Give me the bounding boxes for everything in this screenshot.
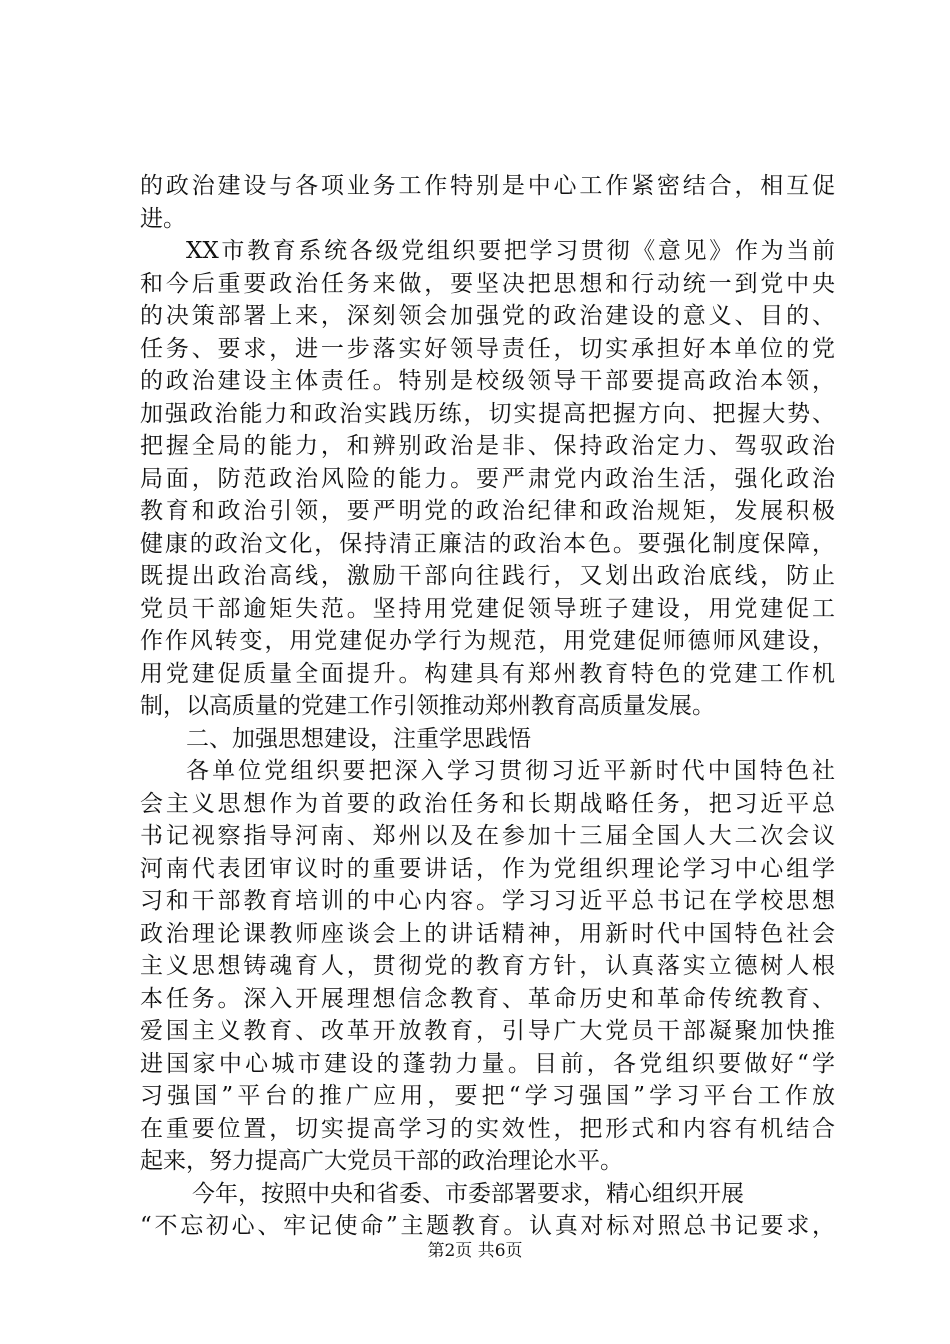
text-line: 党员干部逾矩失范。坚持用党建促领导班子建设，用党建促工 [140, 595, 835, 622]
text-line: 任务、要求，进一步落实好领导责任，切实承担好本单位的党 [140, 335, 835, 362]
text-line: 爱国主义教育、改革开放教育，引导广大党员干部凝聚加快推 [140, 1018, 835, 1044]
text-line: 今年，按照中央和省委、市委部署要求，精心组织开展 [192, 1180, 744, 1207]
text-line: 的决策部署上来，深刻领会加强党的政治建设的意义、目的、 [140, 303, 835, 329]
text-line: 既提出政治高线，激励干部向往践行，又划出政治底线，防止 [140, 563, 835, 589]
text-line: 主义思想铸魂育人，贯彻党的教育方针，认真落实立德树人根 [140, 953, 835, 979]
text-line: 进国家中心城市建设的蓬勃力量。目前，各党组织要做好“学 [140, 1050, 835, 1077]
text-line: 进。 [140, 205, 186, 232]
text-line: 会主义思想作为首要的政治任务和长期战略任务，把习近平总 [140, 790, 835, 817]
text-line: “不忘初心、牢记使命”主题教育。认真对标对照总书记要求， [140, 1213, 835, 1239]
page-footer: 第2页 共6页 [427, 1241, 523, 1261]
text-line: 健康的政治文化，保持清正廉洁的政治本色。要强化制度保障， [140, 530, 835, 557]
text-line: 河南代表团审议时的重要讲话，作为党组织理论学习中心组学 [140, 855, 835, 882]
text-line: 把握全局的能力，和辨别政治是非、保持政治定力、驾驭政治 [140, 433, 835, 459]
text-line: 书记视察指导河南、郑州以及在参加十三届全国人大二次会议 [140, 823, 835, 849]
text-line: 本任务。深入开展理想信念教育、革命历史和革命传统教育、 [140, 985, 835, 1012]
text-line: XX市教育系统各级党组织要把学习贯彻《意见》作为当前 [186, 238, 835, 264]
text-line: 教育和政治引领，要严明党的政治纪律和政治规矩，发展积极 [140, 498, 835, 524]
document-body [140, 170, 835, 1243]
text-line: 习和干部教育培训的中心内容。学习习近平总书记在学校思想 [140, 888, 835, 914]
text-line: 政治理论课教师座谈会上的讲话精神，用新时代中国特色社会 [140, 920, 835, 947]
text-line: 作作风转变，用党建促办学行为规范，用党建促师德师风建设， [140, 628, 835, 654]
text-line: 在重要位置，切实提高学习的实效性，把形式和内容有机结合 [140, 1115, 835, 1142]
text-line: 制，以高质量的党建工作引领推动郑州教育高质量发展。 [140, 693, 715, 719]
text-line: 的政治建设与各项业务工作特别是中心工作紧密结合，相互促 [140, 173, 835, 199]
text-line: 和今后重要政治任务来做，要坚决把思想和行动统一到党中央 [140, 270, 835, 297]
text-line: 习强国”平台的推广应用，要把“学习强国”学习平台工作放 [140, 1083, 835, 1109]
text-line: 用党建促质量全面提升。构建具有郑州教育特色的党建工作机 [140, 660, 835, 687]
text-line: 局面，防范政治风险的能力。要严肃党内政治生活，强化政治 [140, 465, 835, 492]
text-line: 加强政治能力和政治实践历练，切实提高把握方向、把握大势、 [140, 400, 835, 427]
text-line: 的政治建设主体责任。特别是校级领导干部要提高政治本领， [140, 368, 835, 394]
text-line: 起来，努力提高广大党员干部的政治理论水平。 [140, 1148, 623, 1174]
text-line: 各单位党组织要把深入学习贯彻习近平新时代中国特色社 [186, 758, 835, 784]
text-line: 二、加强思想建设，注重学思践悟 [186, 725, 531, 752]
